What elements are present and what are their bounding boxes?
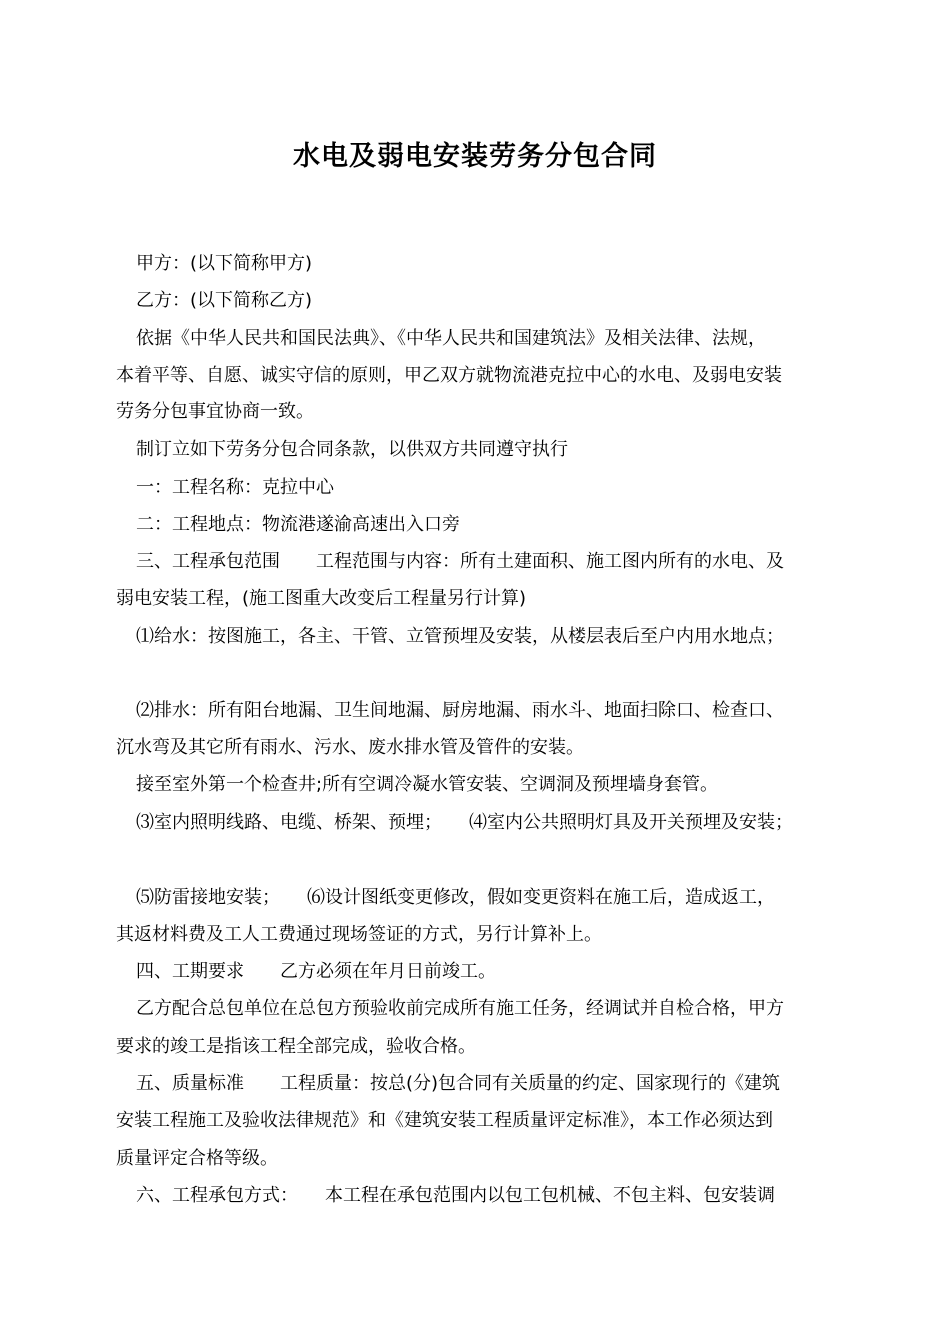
paragraph-line: 沉水弯及其它所有雨水、污水、废水排水管及管件的安装。 <box>116 737 584 758</box>
document-title: 水电及弱电安装劳务分包合同 <box>293 141 657 172</box>
project-location-line: 二：工程地点：物流港遂渝高速出入口旁 <box>136 514 460 535</box>
paragraph-line: 乙方配合总包单位在总包方预验收前完成所有施工任务，经调试并自检合格，甲方 <box>136 998 784 1019</box>
paragraph-line: 本着平等、自愿、诚实守信的原则，甲乙双方就物流港克拉中心的水电、及弱电安装 <box>116 365 782 386</box>
paragraph-line: 质量评定合格等级。 <box>116 1148 278 1169</box>
quality-heading-line: 五、质量标准 工程质量：按总(分)包合同有关质量的约定、国家现行的《建筑 <box>136 1073 781 1094</box>
project-name-line: 一：工程名称：克拉中心 <box>136 477 334 498</box>
scope-heading-line: 三、工程承包范围 工程范围与内容：所有土建面积、施工图内所有的水电、及 <box>136 551 784 572</box>
paragraph-line: 制订立如下劳务分包合同条款，以供双方共同遵守执行 <box>136 439 568 460</box>
party-b-line: 乙方：(以下简称乙方) <box>136 290 313 311</box>
paragraph-line: 依据《中华人民共和国民法典》、《中华人民共和国建筑法》及相关法律、法规， <box>136 328 766 349</box>
scope-item-line: ⑵排水：所有阳台地漏、卫生间地漏、厨房地漏、雨水斗、地面扫除口、检查口、 <box>136 700 784 721</box>
paragraph-line: 弱电安装工程，(施工图重大改变后工程量另行计算) <box>116 588 527 609</box>
schedule-heading-line: 四、工期要求 乙方必须在年月日前竣工。 <box>136 961 496 982</box>
paragraph-line: 要求的竣工是指该工程全部完成，验收合格。 <box>116 1036 476 1057</box>
paragraph-line: 接至室外第一个检查井;所有空调冷凝水管安装、空调洞及预埋墙身套管。 <box>136 774 719 795</box>
scope-item-line: ⑶室内照明线路、电缆、桥架、预埋； ⑷室内公共照明灯具及开关预埋及安装； <box>136 812 793 833</box>
paragraph-line: 安装工程施工及验收法律规范》和《建筑安装工程质量评定标准》，本工作必须达到 <box>116 1110 773 1131</box>
paragraph-line: 劳务分包事宜协商一致。 <box>116 401 314 422</box>
scope-item-line: ⑸防雷接地安装； ⑹设计图纸变更修改，假如变更资料在施工后，造成返工， <box>136 887 775 908</box>
contract-method-heading-line: 六、工程承包方式： 本工程在承包范围内以包工包机械、不包主料、包安装调 <box>136 1185 775 1206</box>
paragraph-line: 其返材料费及工人工费通过现场签证的方式，另行计算补上。 <box>116 924 602 945</box>
party-a-line: 甲方：(以下简称甲方) <box>136 253 313 274</box>
scope-item-line: ⑴给水：按图施工，各主、干管、立管预埋及安装，从楼层表后至户内用水地点； <box>136 626 784 647</box>
